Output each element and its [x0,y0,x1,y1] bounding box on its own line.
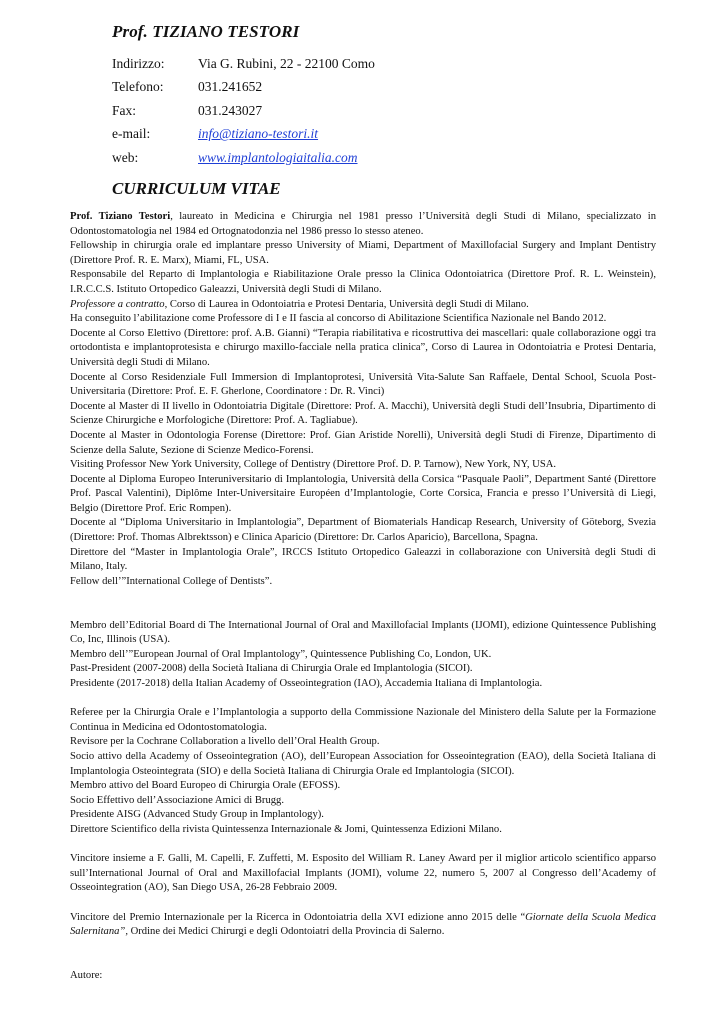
cv-paragraph: Presidente AISG (Advanced Study Group in Implantology). [70,809,324,821]
cv-body [70,210,656,940]
cv-text: Ordine dei Medici Chirurgi e degli Odontoiatri della Provincia di Salerno. [127,926,445,938]
cv-paragraph: Docente al Master in Odontologia Forense (Direttore: Prof. Gian Aristide Norelli), Università degli Studi di Firenze, Dipartimento di Scienze della Salute, Sezione di Scienze Medico-Forensi. [70,429,656,456]
contact-label: web: [112,149,139,165]
cv-emphasis: Giornate della Scuola Medica Salernitana”, [70,911,656,938]
cv-paragraph: Membro dell’”European Journal of Oral Implantology”, Quintessence Publishing Co, London, UK. [70,648,492,660]
paragraph-gap [70,604,656,619]
cv-paragraph: Revisore per la Cochrane Collaboration a livello dell’Oral Health Group. [70,736,380,748]
contact-value: 031.241652 [198,79,263,95]
paragraph-gap [70,838,656,853]
cv-paragraph: Docente al “Diploma Universitario in Implantologia”, Department of Biomaterials Handicap Research, University of Göteborg, Svezia (Direttore: Prof. Thomas Albrektsson) e Clinica Aparicio (Direttore: Dr. Carlos Aparicio), Barcellona, Spagna. [70,517,656,544]
cv-paragraph: Direttore Scientifico della rivista Quintessenza Internazionale & Jomi, Quintessenza Edizioni Milano. [70,823,502,835]
contact-row-web [112,146,532,169]
cv-paragraph: Membro dell’Editorial Board di The International Journal of Oral and Maxillofacial Implants (IJOMI), edizione Quintessence Publishing Co, Inc, Illinois (USA). [70,619,656,646]
contact-block [112,52,532,169]
contact-row-address [112,52,532,75]
contact-row-email [112,122,532,145]
page-title: Prof. TIZIANO TESTORI [112,22,300,41]
cv-paragraph: Ha conseguito l’abilitazione come Professore di I e II fascia al concorso di Abilitazione Scientifica Nazionale nel Bando 2012. [70,313,607,325]
cv-paragraph [70,911,656,940]
cv-text: , laureato in Medicina e Chirurgia nel 1981 presso l’Università degli Studi di Milano, specializzato in Odontostomatologia nel 1984 ed Ortognatodonzia nel 1986 presso lo stesso ateneo. [70,211,656,237]
contact-label: Fax: [112,102,137,118]
cv-paragraph: Presidente (2017-2018) della Italian Academy of Osseointegration (IAO), Accademia Italiana di Implantologia. [70,678,543,689]
cv-paragraph: Docente al Corso Residenziale Full Immersion di Implantoprotesi, Università Vita-Salute San Raffaele, Dental School, Scuola Post-Universitaria (Direttore: Prof. E. F. Gherlone, Coordinatore : Dr. R. Vinci) [70,371,656,398]
cv-paragraph: Referee per la Chirurgia Orale e l’Implantologia a supporto della Commissione Nazionale del Ministero della Salute per la Formazione Continua in Medicina ed Odontostomatologia. [70,707,656,733]
cv-paragraph: Visiting Professor New York University, College of Dentistry (Direttore Prof. D. P. Tarnow), New York, NY, USA. [70,459,557,471]
cv-paragraph: Membro attivo del Board Europeo di Chirurgia Orale (EFOSS). [70,780,341,792]
cv-paragraph: Vincitore insieme a F. Galli, M. Capelli, F. Zuffetti, M. Esposito del William R. Laney Award per il miglior articolo scientifico apparso sull’International Journal of Oral and Maxillofacial Implants (JOMI), volume 22, numero 5, 2007 al Congresso dell’Academy of Osseointegration (AO), San Diego USA, 26-28 Febbraio 2009. [70,853,656,894]
contact-value: Via G. Rubini, 22 - 22100 Como [198,56,375,71]
paragraph-gap [70,896,656,911]
contact-label: e-mail: [112,126,151,142]
cv-text: , Corso di Laurea in Odontoiatria e Protesi Dentaria, Università degli Studi di Milano. [164,298,529,310]
cv-paragraph: Docente al Corso Elettivo (Direttore: prof. A.B. Gianni) “Terapia riabilitativa e ricostruttiva dei mascellari: quale collaborazione oggi tra ortodontista e implantoprotesista e chirurgo maxillo-facciale nella pratica clinica”, Corso di Laurea in Odontoiatria e Protesi Dentaria, Università degli Studi di Milano. [70,327,656,368]
paragraph-gap [70,589,656,604]
section-title: CURRICULUM VITAE [112,179,281,198]
cv-paragraph: Direttore del “Master in Implantologia Orale”, IRCCS Istituto Ortopedico Galeazzi in collaborazione con Università degli Studi di Milano, Italy. [70,546,656,573]
email-link[interactable]: info@tiziano-testori.it [198,126,319,142]
cv-paragraph: Fellowship in chirurgia orale ed implantare presso University of Miami, Department of Maxillofacial Surgery and Implant Dentistry (Direttore Prof. R. E. Marx), Miami, FL, USA. [70,240,656,266]
cv-paragraph [70,298,656,313]
cv-paragraph: Socio attivo della Academy of Osseointegration (AO), dell’European Association for Osseointegration (EAO), della Società Italiana di Implantologia Osteointegrata (SIO) e della Società Italiana di Chirurgia Orale ed Implantologia (SICOI). [70,750,656,777]
cv-paragraph: Socio Effettivo dell’Associazione Amici di Brugg. [70,794,284,806]
contact-label: Telefono: [112,79,164,95]
cv-paragraph: Responsabile del Reparto di Implantologia e Riabilitazione Orale presso la Clinica Odontoiatrica (Direttore Prof. R. L. Weinstein), I.R.C.C.S. Istituto Ortopedico Galeazzi, Università degli Studi di Milano. [70,269,656,295]
contact-label: Indirizzo: [112,56,165,71]
cv-name: Prof. Tiziano Testori [70,211,171,222]
cv-paragraph: Fellow dell’”International College of Dentists”. [70,575,273,587]
contact-row-phone [112,75,532,98]
cv-text: Vincitore del Premio Internazionale per la Ricerca in Odontoiatria della XVI edizione anno 2015 delle “ [70,911,526,923]
contact-row-fax [112,99,532,122]
cv-paragraph: Docente al Master di II livello in Odontoiatria Digitale (Direttore: Prof. A. Macchi), Università degli Studi dell’Insubria, Dipartimento di Scienze Chirurgiche e Morfologiche (Direttore: Prof. A. Tagliabue). [70,400,656,427]
cv-paragraph: Past-President (2007-2008) della Società Italiana di Chirurgia Orale ed Implantologia (SICOI). [70,663,473,675]
website-link[interactable]: www.implantologiaitalia.com [198,149,358,165]
author-label: Autore: [70,970,103,981]
cv-paragraph: Docente al Diploma Europeo Interuniversitario di Implantologia, Università della Corsica “Pasquale Paoli”, Department Santé (Direttore Prof. Pascal Valentini), Diplôme Inter-Universitaire Européen d’Implantologie, Corte Corsica, Francia e presso l’Università di Liegi, Belgio (Direttore Prof. Eric Rompen). [70,473,656,514]
paragraph-gap [70,692,656,707]
cv-emphasis: Professore a contratto [70,298,165,310]
cv-paragraph [70,210,656,239]
contact-value: 031.243027 [198,102,263,118]
